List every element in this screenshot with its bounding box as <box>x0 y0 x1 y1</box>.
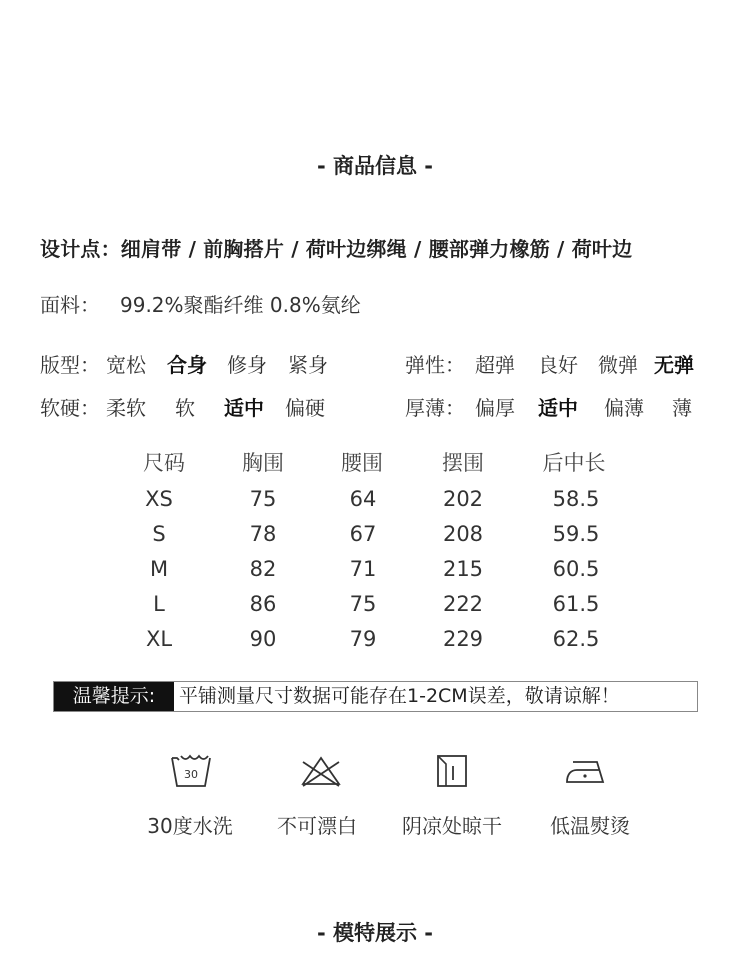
tip-banner <box>53 681 698 712</box>
thickness-option: 偏薄 <box>604 396 644 420</box>
thickness-row <box>405 392 725 420</box>
thickness-label: 厚薄： <box>405 396 465 420</box>
table-cell: 222 <box>442 592 484 616</box>
table-cell: 86 <box>249 592 277 616</box>
elasticity-option: 超弹 <box>475 353 515 377</box>
elasticity-option: 无弹 <box>654 353 694 377</box>
table-header: 腰围 <box>341 451 383 475</box>
softness-option: 柔软 <box>106 396 146 420</box>
table-header: 胸围 <box>242 451 284 475</box>
table-header: 摆围 <box>442 451 484 475</box>
table-cell: 58.5 <box>552 487 600 511</box>
softness-option: 软 <box>175 396 195 420</box>
care-label: 不可漂白 <box>277 814 357 838</box>
table-cell: 79 <box>349 627 377 651</box>
fit-option: 修身 <box>227 353 267 377</box>
thickness-option: 适中 <box>538 396 578 420</box>
table-cell: 229 <box>442 627 484 651</box>
elasticity-option: 良好 <box>538 353 578 377</box>
fit-row <box>40 349 360 377</box>
table-cell: 62.5 <box>552 627 600 651</box>
table-cell: 202 <box>442 487 484 511</box>
wash-30-icon <box>168 752 214 792</box>
table-cell-size: L <box>153 592 165 616</box>
section-title-model-display: - 模特展示 - <box>316 921 434 945</box>
section-title-product-info: - 商品信息 - <box>316 154 434 178</box>
fabric-value: 99.2%聚酯纤维 0.8%氨纶 <box>120 293 361 317</box>
table-cell: 64 <box>349 487 377 511</box>
softness-row <box>40 392 360 420</box>
care-label: 阴凉处晾干 <box>402 814 502 838</box>
table-cell: 208 <box>442 522 484 546</box>
table-header: 尺码 <box>143 451 185 475</box>
table-cell: 90 <box>249 627 277 651</box>
fabric-label: 面料： <box>40 293 100 317</box>
wash-temp: 30 <box>184 768 198 781</box>
care-label: 低温熨烫 <box>550 814 630 838</box>
table-cell: 75 <box>349 592 377 616</box>
table-cell-size: M <box>149 557 169 581</box>
table-cell: 82 <box>249 557 277 581</box>
softness-option: 适中 <box>224 396 264 420</box>
line-dry-shade-icon <box>429 752 475 792</box>
tip-text: 平铺测量尺寸数据可能存在1-2CM误差，敬请谅解！ <box>179 685 620 707</box>
thickness-option: 偏厚 <box>475 396 515 420</box>
table-cell: 61.5 <box>552 592 600 616</box>
fit-option: 紧身 <box>288 353 328 377</box>
no-bleach-icon <box>298 752 344 792</box>
table-cell: 67 <box>349 522 377 546</box>
fit-option: 合身 <box>167 353 207 377</box>
softness-option: 偏硬 <box>285 396 325 420</box>
table-cell-size: XL <box>145 627 173 651</box>
table-cell: 59.5 <box>552 522 600 546</box>
design-points: 设计点：细肩带 / 前胸搭片 / 荷叶边绑绳 / 腰部弹力橡筋 / 荷叶边 <box>40 237 633 261</box>
table-cell: 78 <box>249 522 277 546</box>
thickness-option: 薄 <box>672 396 692 420</box>
table-cell-size: S <box>152 522 166 546</box>
fit-label: 版型： <box>40 353 100 377</box>
table-cell: 71 <box>349 557 377 581</box>
table-cell-size: XS <box>145 487 173 511</box>
tip-label: 温馨提示: <box>54 682 174 711</box>
softness-label: 软硬： <box>40 396 100 420</box>
table-header: 后中长 <box>542 451 606 475</box>
care-label: 30度水洗 <box>147 814 233 838</box>
table-cell: 215 <box>442 557 484 581</box>
fit-option: 宽松 <box>106 353 146 377</box>
fabric-row <box>40 289 361 318</box>
table-cell: 75 <box>249 487 277 511</box>
low-iron-icon <box>563 752 609 792</box>
elasticity-option: 微弹 <box>598 353 638 377</box>
table-cell: 60.5 <box>552 557 600 581</box>
elasticity-row <box>405 349 725 377</box>
elasticity-label: 弹性： <box>405 353 465 377</box>
